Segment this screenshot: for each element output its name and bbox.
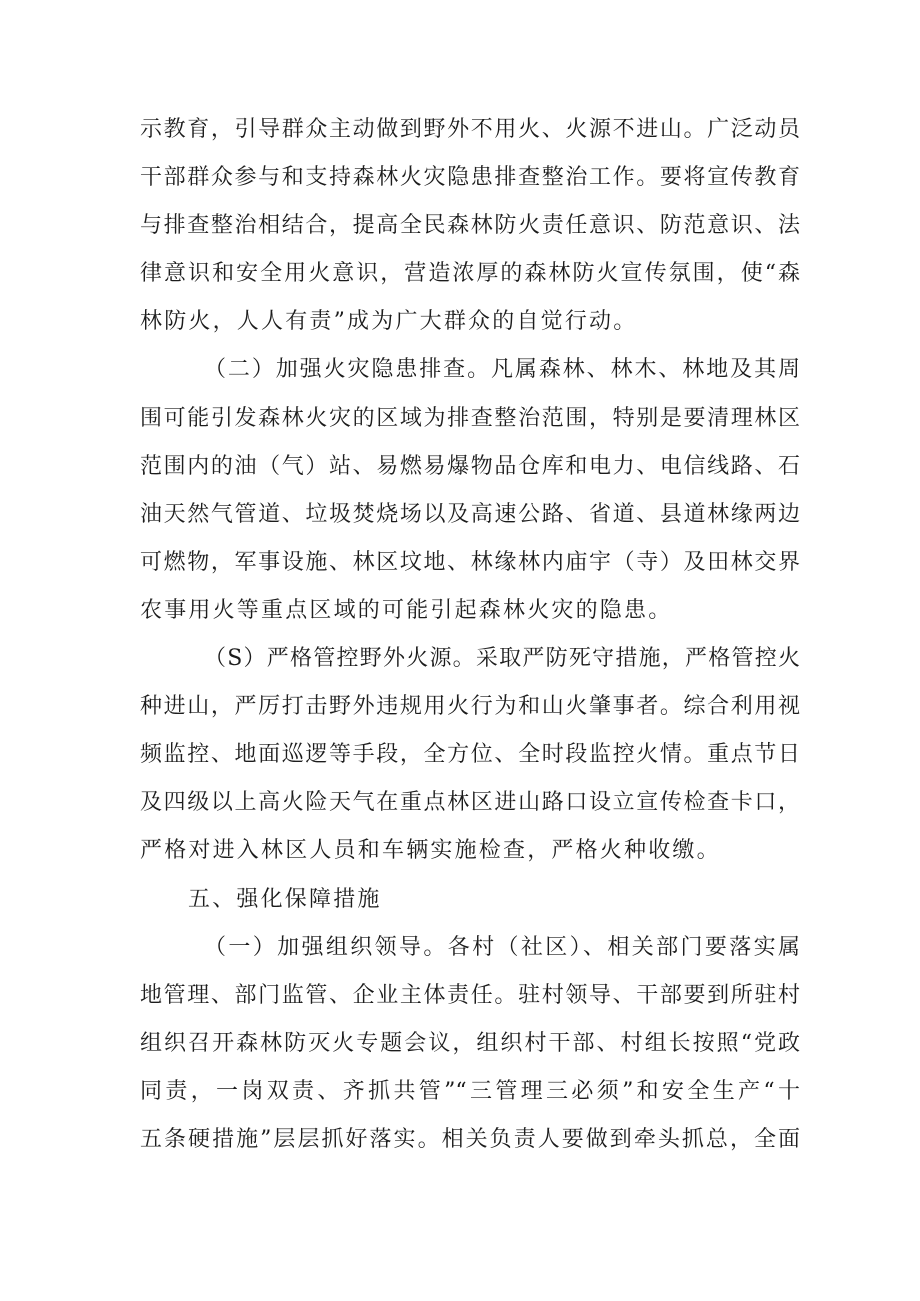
text-line: 种进山，严厉打击野外违规用火行为和山火肇事者。综合利用视 xyxy=(140,694,800,720)
text-line: 农事用火等重点区域的可能引起森林火灾的隐患。 xyxy=(140,597,673,623)
text-line: 围可能引发森林火灾的区域为排查整治范围，特别是要清理林区 xyxy=(140,405,800,431)
paragraph-start-line: （二）加强火灾隐患排查。凡属森林、林木、林地及其周 xyxy=(204,357,800,383)
text-line: 油天然气管道、垃圾焚烧场以及高速公路、省道、县道林缘两边 xyxy=(140,501,800,527)
paragraph-start-line: （S）严格管控野外火源。采取严防死守措施，严格管控火 xyxy=(204,646,800,672)
text-line: 及四级以上高火险天气在重点林区进山路口设立宣传检查卡口， xyxy=(140,790,800,816)
text-line: 干部群众参与和支持森林火灾隐患排查整治工作。要将宣传教育 xyxy=(140,165,800,191)
text-line: 可燃物，军事设施、林区坟地、林缘林内庙宇（寺）及田林交界 xyxy=(140,549,800,575)
section-heading: 五、强化保障措施 xyxy=(188,886,382,912)
text-line: 与排查整治相结合，提高全民森林防火责任意识、防范意识、法 xyxy=(140,213,800,239)
text-line: 范围内的油（气）站、易燃易爆物品仓库和电力、电信线路、石 xyxy=(140,453,800,479)
text-line: 五条硬措施”层层抓好落实。相关负责人要做到牵头抓总，全面 xyxy=(140,1126,800,1152)
text-line: 严格对进入林区人员和车辆实施检查，严格火种收缴。 xyxy=(140,838,721,864)
text-line: 同责，一岗双责、齐抓共管”“三管理三必须”和安全生产“十 xyxy=(140,1078,800,1104)
text-line: 示教育，引导群众主动做到野外不用火、火源不进山。广泛动员 xyxy=(140,117,800,142)
text-line: 地管理、部门监管、企业主体责任。驻村领导、干部要到所驻村 xyxy=(140,982,800,1008)
text-line: 林防火，人人有责”成为广大群众的自觉行动。 xyxy=(140,309,638,335)
text-line: 组织召开森林防灭火专题会议，组织村干部、村组长按照“党政 xyxy=(140,1030,800,1056)
text-line: 频监控、地面巡逻等手段，全方位、全时段监控火情。重点节日 xyxy=(140,742,800,768)
paragraph-start-line: （一）加强组织领导。各村（社区）、相关部门要落实属 xyxy=(204,934,800,960)
document-body xyxy=(140,110,800,1168)
text-line: 律意识和安全用火意识，营造浓厚的森林防火宣传氛围，使“森 xyxy=(140,261,800,287)
